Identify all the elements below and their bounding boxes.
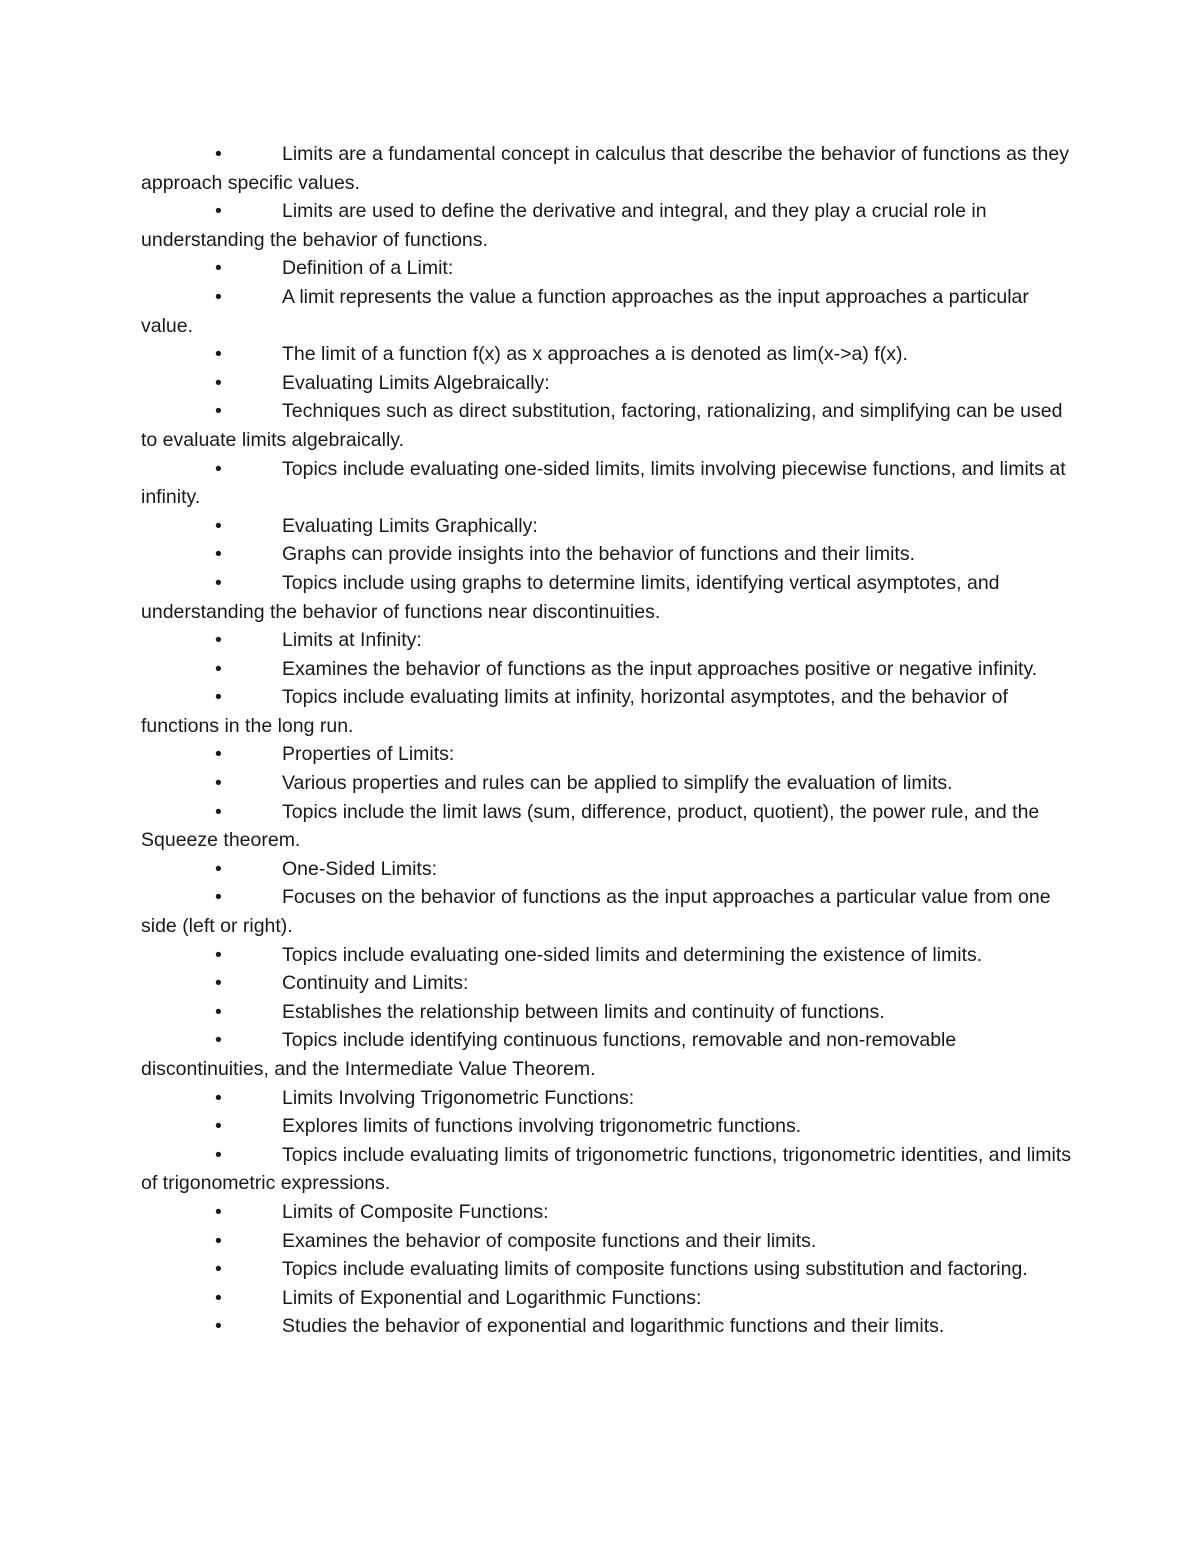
list-item	[141, 626, 1081, 655]
list-item-text: One-Sided Limits:	[282, 857, 437, 880]
bullet-icon: •	[215, 257, 222, 280]
list-item	[141, 798, 1081, 855]
bullet-icon: •	[215, 400, 222, 423]
bullet-icon: •	[215, 343, 222, 366]
list-item-text: Limits are a fundamental concept in calculus that describe the behavior of functions as they approach specific values.	[141, 143, 1069, 194]
list-item	[141, 455, 1081, 512]
bullet-list	[141, 140, 1081, 1341]
list-item	[141, 1312, 1081, 1341]
list-item-text: Properties of Limits:	[282, 743, 455, 766]
list-item-text: Limits at Infinity:	[282, 629, 422, 652]
bullet-icon: •	[215, 629, 222, 652]
bullet-icon: •	[215, 571, 222, 594]
list-item	[141, 254, 1081, 283]
list-item-text: Graphs can provide insights into the behavior of functions and their limits.	[282, 543, 916, 566]
list-item-text: Examines the behavior of functions as the input approaches positive or negative infinity.	[282, 657, 1038, 680]
list-item	[141, 855, 1081, 884]
list-item	[141, 1198, 1081, 1227]
bullet-icon: •	[215, 371, 222, 394]
list-item	[141, 140, 1081, 197]
list-item-text: Limits of Exponential and Logarithmic Functions:	[282, 1286, 702, 1309]
list-item	[141, 969, 1081, 998]
list-item	[141, 683, 1081, 740]
bullet-icon: •	[215, 1000, 222, 1023]
bullet-icon: •	[215, 686, 222, 709]
list-item	[141, 540, 1081, 569]
list-item-text: Topics include identifying continuous functions, removable and non-removable discontinuities, and the Intermediate Value Theorem.	[141, 1029, 957, 1080]
list-item-text: Examines the behavior of composite functions and their limits.	[282, 1229, 817, 1252]
list-item-text: Evaluating Limits Algebraically:	[282, 371, 550, 394]
list-item	[141, 769, 1081, 798]
list-item	[141, 197, 1081, 254]
bullet-icon: •	[215, 657, 222, 680]
bullet-icon: •	[215, 943, 222, 966]
bullet-icon: •	[215, 1229, 222, 1252]
list-item	[141, 397, 1081, 454]
bullet-icon: •	[215, 886, 222, 909]
bullet-icon: •	[215, 743, 222, 766]
list-item	[141, 1026, 1081, 1083]
bullet-icon: •	[215, 1143, 222, 1166]
list-item	[141, 340, 1081, 369]
list-item-text: Topics include evaluating limits of composite functions using substitution and factoring.	[282, 1258, 1028, 1281]
bullet-icon: •	[215, 514, 222, 537]
list-item	[141, 369, 1081, 398]
bullet-icon: •	[215, 200, 222, 223]
bullet-icon: •	[215, 143, 222, 165]
list-item	[141, 512, 1081, 541]
bullet-icon: •	[215, 800, 222, 823]
list-item	[141, 941, 1081, 970]
list-item-text: Topics include evaluating limits of trigonometric functions, trigonometric identities, and limits of trigonometric expressions.	[141, 1143, 1072, 1195]
list-item-text: Establishes the relationship between limits and continuity of functions.	[282, 1000, 885, 1023]
list-item	[141, 1112, 1081, 1141]
list-item-text: A limit represents the value a function approaches as the input approaches a particular value.	[141, 285, 1029, 337]
list-item-text: Limits are used to define the derivative and integral, and they play a crucial role in understanding the behavior of functions.	[141, 200, 987, 251]
list-item-text: Focuses on the behavior of functions as the input approaches a particular value from one side (left or right).	[141, 886, 1051, 938]
bullet-icon: •	[215, 1115, 222, 1138]
list-item	[141, 1227, 1081, 1256]
list-item	[141, 740, 1081, 769]
list-item-text: Topics include using graphs to determine limits, identifying vertical asymptotes, and understanding the behavior of functions near discontinuities.	[141, 571, 1000, 623]
list-item	[141, 998, 1081, 1027]
list-item-text: Continuity and Limits:	[282, 972, 469, 995]
list-item-text: Definition of a Limit:	[282, 257, 454, 280]
bullet-icon: •	[215, 1029, 222, 1052]
list-item	[141, 283, 1081, 340]
list-item	[141, 569, 1081, 626]
list-item-text: Topics include evaluating one-sided limits and determining the existence of limits.	[282, 943, 983, 966]
list-item-text: Evaluating Limits Graphically:	[282, 514, 538, 537]
bullet-icon: •	[215, 772, 222, 795]
bullet-icon: •	[215, 1200, 222, 1223]
bullet-icon: •	[215, 857, 222, 880]
bullet-icon: •	[215, 1086, 222, 1109]
bullet-icon: •	[215, 285, 222, 308]
bullet-icon: •	[215, 972, 222, 995]
list-item-text: Various properties and rules can be applied to simplify the evaluation of limits.	[282, 772, 953, 795]
list-item	[141, 1255, 1081, 1284]
list-item	[141, 1284, 1081, 1313]
bullet-icon: •	[215, 457, 222, 480]
list-item-text: The limit of a function f(x) as x approaches a is denoted as lim(x->a) f(x).	[282, 343, 908, 366]
list-item-text: Studies the behavior of exponential and logarithmic functions and their limits.	[282, 1315, 945, 1338]
list-item-text: Topics include the limit laws (sum, difference, product, quotient), the power rule, and the Squeeze theorem.	[141, 800, 1040, 852]
list-item-text: Limits Involving Trigonometric Functions:	[282, 1086, 635, 1109]
list-item-text: Limits of Composite Functions:	[282, 1200, 549, 1223]
list-item	[141, 655, 1081, 684]
list-item-text: Topics include evaluating limits at infinity, horizontal asymptotes, and the behavior of functions in the long run.	[141, 686, 1008, 737]
list-item	[141, 1141, 1081, 1198]
list-item-text: Techniques such as direct substitution, factoring, rationalizing, and simplifying can be used to evaluate limits algebraically.	[141, 400, 1063, 451]
list-item	[141, 883, 1081, 940]
list-item-text: Explores limits of functions involving trigonometric functions.	[282, 1115, 802, 1138]
bullet-icon: •	[215, 1315, 222, 1338]
bullet-icon: •	[215, 1286, 222, 1309]
bullet-icon: •	[215, 1258, 222, 1281]
bullet-icon: •	[215, 543, 222, 566]
list-item-text: Topics include evaluating one-sided limits, limits involving piecewise functions, and limits at infinity.	[141, 457, 1066, 509]
list-item	[141, 1084, 1081, 1113]
